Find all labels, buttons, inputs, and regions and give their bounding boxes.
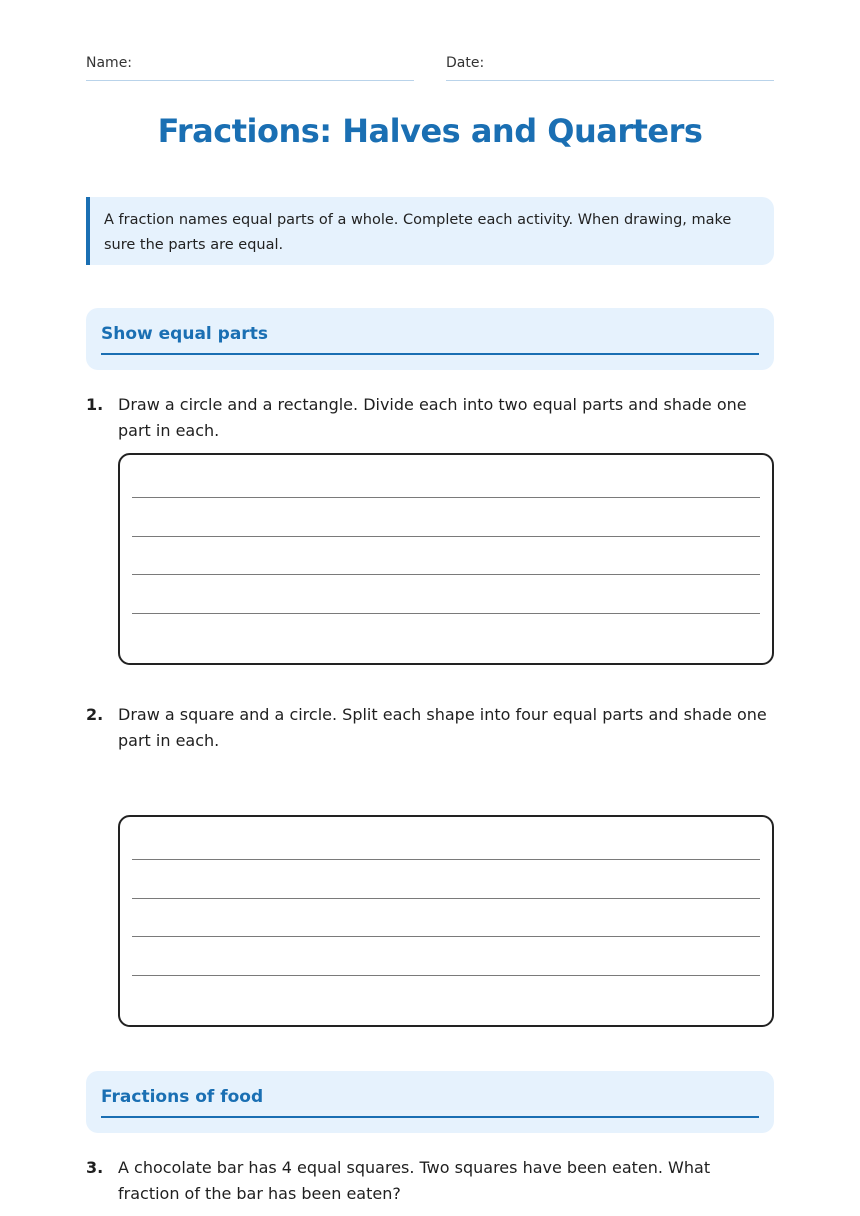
answer-line: [132, 574, 760, 575]
instructions-callout: A fraction names equal parts of a whole. Complete each activity. When drawing, make sure the parts are equal.: [86, 197, 774, 265]
date-field[interactable]: [446, 54, 774, 81]
section-rule: [101, 1116, 759, 1118]
answer-line: [132, 497, 760, 498]
student-info-row: [86, 54, 774, 80]
answer-line: [132, 975, 760, 976]
section-rule: [101, 353, 759, 355]
name-label: Name:: [86, 55, 133, 71]
question-text: Draw a square and a circle. Split each shape into four equal parts and shade one part in each.: [118, 705, 767, 750]
page-title: Fractions: Halves and Quarters: [157, 112, 703, 150]
answer-line: [132, 936, 760, 937]
answer-line: [132, 859, 760, 860]
answer-box-2[interactable]: [118, 815, 774, 1027]
answer-line: [132, 898, 760, 899]
answer-box-1[interactable]: [118, 453, 774, 665]
question-text: Draw a circle and a rectangle. Divide each into two equal parts and shade one part in each.: [118, 395, 747, 440]
question-number: 1.: [86, 395, 104, 414]
question-text: A chocolate bar has 4 equal squares. Two squares have been eaten. What fraction of the bar has been eaten?: [118, 1158, 711, 1203]
question-number: 3.: [86, 1158, 104, 1177]
answer-line: [132, 536, 760, 537]
section-fractions-of-food: [86, 1071, 774, 1133]
name-field[interactable]: [86, 54, 414, 81]
section-title: Show equal parts: [101, 324, 268, 344]
question-number: 2.: [86, 705, 104, 724]
date-label: Date:: [446, 55, 485, 71]
answer-line: [132, 613, 760, 614]
section-title: Fractions of food: [101, 1087, 264, 1107]
section-show-equal-parts: [86, 308, 774, 370]
